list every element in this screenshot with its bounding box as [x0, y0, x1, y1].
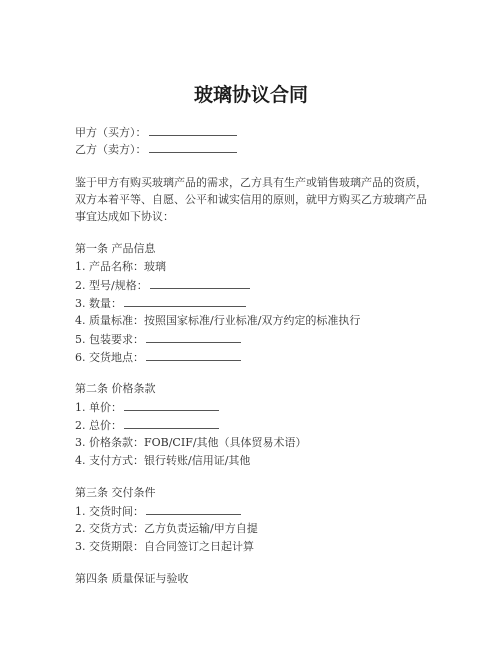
section-3-item-3: [75, 539, 254, 555]
section-1-item-1: [75, 259, 166, 275]
section-2-item-2: [75, 417, 219, 434]
item-text: 1. 交货时间：: [75, 505, 144, 518]
fill-blank: [124, 399, 219, 411]
fill-blank: [146, 503, 241, 515]
item-text: 2. 总价：: [75, 419, 122, 432]
item-text: 1. 单价：: [75, 401, 122, 414]
item-text: 3. 价格条款：FOB/CIF/其他（具体贸易术语）: [75, 436, 307, 449]
item-text: 2. 型号/规格：: [75, 279, 148, 292]
party-b-blank: [149, 141, 237, 153]
item-text: 4. 支付方式：银行转账/信用证/其他: [75, 454, 251, 467]
section-3-item-2: [75, 521, 258, 537]
item-text: 5. 包装要求：: [75, 333, 144, 346]
section-1-item-6: [75, 349, 241, 366]
section-1-item-5: [75, 331, 241, 348]
section-2-item-1: [75, 399, 219, 416]
section-2-item-3: [75, 435, 307, 451]
fill-blank: [146, 331, 241, 343]
item-text: 3. 交货期限：自合同签订之日起计算: [75, 540, 254, 553]
section-1-item-4: [75, 313, 360, 329]
item-text: 3. 数量：: [75, 297, 122, 310]
item-text: 4. 质量标准：按照国家标准/行业标准/双方约定的标准执行: [75, 314, 361, 327]
section-3-item-1: [75, 503, 241, 520]
section-4-title: 第四条 质量保证与验收: [75, 572, 189, 585]
section-2-item-4: [75, 453, 250, 469]
section-3-title: 第三条 交付条件: [75, 486, 156, 499]
party-b-line: [75, 141, 237, 158]
fill-blank: [124, 295, 246, 307]
intro-paragraph: 鉴于甲方有购买玻璃产品的需求，乙方具有生产或销售玻璃产品的资质，双方本着平等、自愿、公平和诚实信用的原则，就甲方购买乙方玻璃产品事宜达成如下协议：: [75, 176, 427, 223]
party-a-line: [75, 124, 237, 141]
section-1-title: 第一条 产品信息: [75, 242, 156, 255]
party-b-label: 乙方（卖方）：: [75, 143, 147, 156]
document-title: 玻璃协议合同: [193, 84, 308, 106]
item-text: 1. 产品名称：玻璃: [75, 260, 166, 273]
fill-blank: [124, 417, 219, 429]
item-text: 2. 交货方式：乙方负责运输/甲方自提: [75, 522, 258, 535]
party-a-blank: [149, 124, 237, 136]
party-a-label: 甲方（买方）：: [75, 126, 147, 139]
section-2-title: 第二条 价格条款: [75, 382, 156, 395]
fill-blank: [146, 349, 241, 361]
section-1-item-3: [75, 295, 246, 312]
item-text: 6. 交货地点：: [75, 351, 144, 364]
fill-blank: [150, 277, 250, 289]
section-1-item-2: [75, 277, 250, 294]
